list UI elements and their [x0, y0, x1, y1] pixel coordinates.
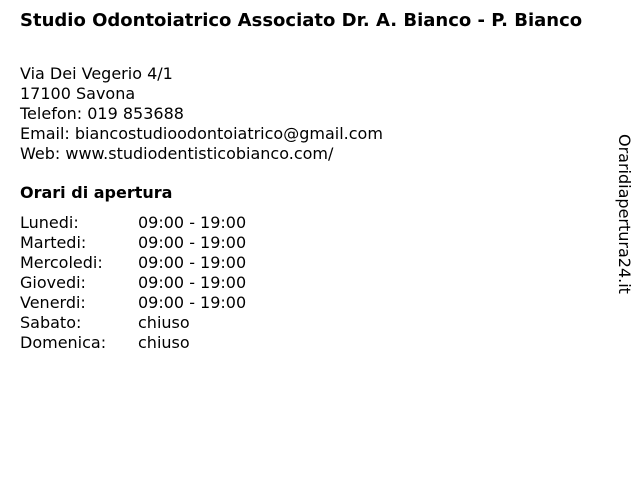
hours-row-thursday: [20, 273, 246, 293]
day-label: Venerdi:: [20, 293, 86, 312]
day-label: Mercoledi:: [20, 253, 103, 272]
day-label: Domenica:: [20, 333, 107, 352]
hours-row-wednesday: [20, 253, 246, 273]
web-line: Web: www.studiodentisticobianco.com/: [20, 144, 334, 163]
hours-row-friday: [20, 293, 246, 313]
address-line: Via Dei Vegerio 4/1: [20, 64, 173, 83]
day-hours: 09:00 - 19:00: [138, 293, 247, 312]
day-label: Lunedi:: [20, 213, 79, 232]
hours-row-sunday: [20, 333, 246, 353]
day-label: Martedi:: [20, 233, 87, 252]
email-line: Email: biancostudioodontoiatrico@gmail.com: [20, 124, 383, 143]
hours-row-tuesday: [20, 233, 246, 253]
opening-hours-title: Orari di apertura: [20, 183, 173, 202]
day-label: Giovedi:: [20, 273, 86, 292]
day-hours: 09:00 - 19:00: [138, 213, 247, 232]
contact-info: [20, 64, 383, 164]
city-line: 17100 Savona: [20, 84, 136, 103]
day-hours: 09:00 - 19:00: [138, 233, 247, 252]
business-name: Studio Odontoiatrico Associato Dr. A. Bianco - P. Bianco: [20, 10, 583, 31]
hours-row-saturday: [20, 313, 246, 333]
hours-row-monday: [20, 213, 246, 233]
day-hours: 09:00 - 19:00: [138, 253, 247, 272]
site-watermark: Oraridiapertura24.it: [615, 134, 634, 294]
day-label: Sabato:: [20, 313, 82, 332]
day-hours: chiuso: [138, 333, 190, 352]
day-hours: 09:00 - 19:00: [138, 273, 247, 292]
opening-hours-list: [20, 213, 246, 353]
day-hours: chiuso: [138, 313, 190, 332]
phone-line: Telefon: 019 853688: [20, 104, 184, 123]
